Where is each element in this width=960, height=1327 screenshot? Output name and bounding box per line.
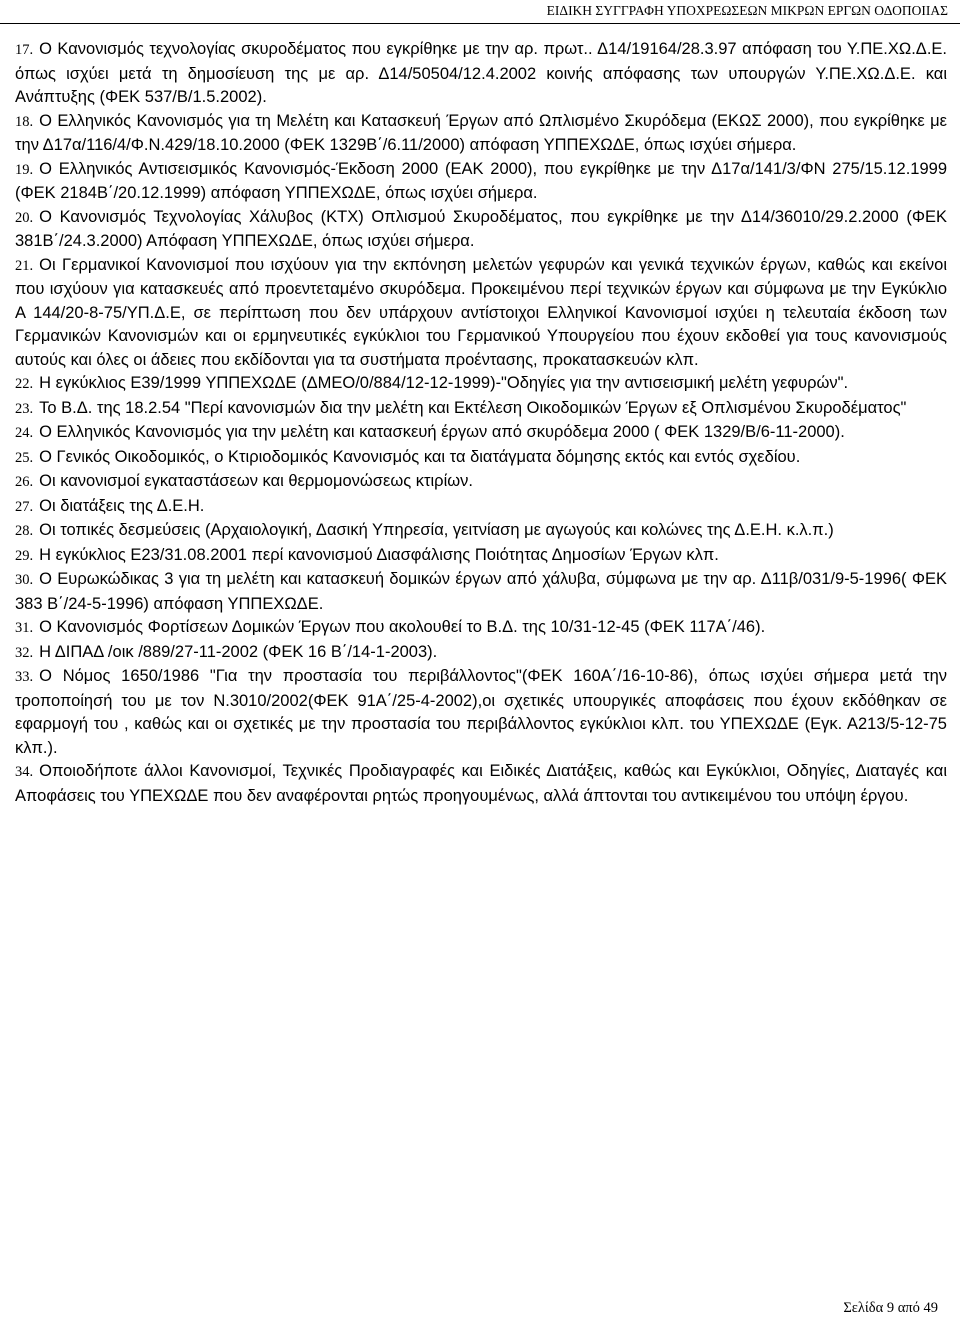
item-number: 26. — [15, 474, 34, 490]
list-item — [15, 158, 947, 206]
item-number: 27. — [15, 498, 34, 515]
list-item — [15, 568, 947, 616]
item-text: Οι διατάξεις της Δ.Ε.Η. — [39, 496, 205, 515]
item-number: 20. — [15, 209, 34, 226]
item-text: Ο Ελληνικός Αντισεισμικός Κανονισμός-Έκδοση 2000 (ΕΑΚ 2000), που εγκρίθηκε με την Δ17α/141/3/ΦΝ 275/15.12.1999 (ΦΕΚ 2184Β΄/20.12.1999) απόφαση ΥΠΠΕΧΩΔΕ, όπως ισχύει σήμερα. — [15, 159, 947, 202]
item-number: 34. — [15, 764, 34, 780]
item-text: Ο Νόμος 1650/1986 "Για την προστασία του περιβάλλοντος"(ΦΕΚ 160Α΄/16-10-86), όπως ισχύει σήμερα μετά την τροποποίησή του με τον Ν.3010/2002(ΦΕΚ 91Α΄/25-4-2002),οι σχετικές υπουργικές αποφάσεις που έχουν εκδόθηκαν σε εφαρμογή του , καθώς και οι σχετικές με την προστασία του περιβάλλοντος εγκύκλιοι κλπ. του ΥΠΕΧΩΔΕ (Εγκ. Α213/5-12-75 κλπ.). — [15, 667, 947, 757]
item-text: Ο Ευρωκώδικας 3 για τη μελέτη και κατασκευή δομικών έργων από χάλυβα, σύμφωνα με την αρ. Δ11β/031/9-5-1996( ΦΕΚ 383 Β΄/24-5-1996) απόφαση ΥΠΠΕΧΩΔΕ. — [15, 570, 947, 613]
header-rule — [0, 23, 960, 24]
list-item — [15, 544, 947, 569]
item-number: 33. — [15, 669, 34, 685]
list-item — [15, 641, 947, 666]
item-text: Οι Γερμανικοί Κανονισμοί που ισχύουν για την εκπόνηση μελετών γεφυρών και γενικά τεχνικών έργων, καθώς και εκείνοι που ισχύουν για κατασκευές από προεντεταμένο σκυρόδεμα. Προκειμένου περί τεχνικών έργων και σύμφωνα με την Εγκύκλιο Α 144/20-8-75/ΥΠ.Δ.Ε, σε περίπτωση που δεν υπάρχουν αντίστοιχοι Ελληνικοί Κανονισμοί ισχύει η τελευταία έκδοση των Γερμανικών Κανονισμών και οι ερμηνευτικές εγκύκλιοι του Γερμανικού Υπουργείου που έχουν εκδοθεί για τους κανονισμούς αυτούς και όλες οι άδειες που εκδίδονται για τα συστήματα προέντασης, προκατασκευών κλπ. — [15, 255, 947, 369]
list-item — [15, 470, 947, 495]
item-text: Ο Ελληνικός Κανονισμός για την μελέτη και κατασκευή έργων από σκυρόδεμα 2000 ( ΦΕΚ 1329/Β/6-11-2000). — [39, 423, 845, 441]
item-text: Ο Κανονισμός τεχνολογίας σκυροδέματος που εγκρίθηκε με την αρ. πρωτ.. Δ14/19164/28.3.97 απόφαση του Υ.ΠΕ.ΧΩ.Δ.Ε. όπως ισχύει μετά τη δημοσίευση της με αρ. Δ14/50504/12.4.2002 κοινής απόφασης των υπουργών Υ.ΠΕ.ΧΩ.Δ.Ε. και Ανάπτυξης (ΦΕΚ 537/Β/1.5.2002). — [15, 40, 947, 106]
item-text: Οι κανονισμοί εγκαταστάσεων και θερμομονώσεως κτιρίων. — [39, 472, 473, 490]
list-item — [15, 372, 947, 397]
item-number: 30. — [15, 572, 34, 588]
item-number: 24. — [15, 425, 34, 441]
running-header: ΕΙΔΙΚΗ ΣΥΓΓΡΑΦΗ ΥΠΟΧΡΕΩΣΕΩΝ ΜΙΚΡΩΝ ΕΡΓΩΝ ΟΔΟΠΟΙΙΑΣ — [546, 3, 948, 18]
list-item — [15, 421, 947, 446]
item-text: Ο Κανονισμός Τεχνολογίας Χάλυβος (ΚΤΧ) Οπλισμού Σκυροδέματος, που εγκρίθηκε με την Δ14/36010/29.2.2000 (ΦΕΚ 381Β΄/24.3.2000) Απόφαση ΥΠΠΕΧΩΔΕ, όπως ισχύει σήμερα. — [15, 207, 947, 250]
list-item — [15, 665, 947, 760]
item-text: Η εγκύκλιος Ε39/1999 ΥΠΠΕΧΩΔΕ (ΔΜΕΟ/0/884/12-12-1999)-"Οδηγίες για την αντισεισμική μελέτη γεφυρών". — [39, 374, 849, 392]
item-number: 17. — [15, 42, 34, 58]
item-text: Οποιοδήποτε άλλοι Κανονισμοί, Τεχνικές Προδιαγραφές και Ειδικές Διατάξεις, καθώς και Εγκύκλιοι, Οδηγίες, Διαταγές και Αποφάσεις του ΥΠΕΧΩΔΕ που δεν αναφέρονται ρητώς προηγουμένως, αλλά άπτονται του αντικειμένου του υπόψη έργου. — [15, 762, 947, 805]
list-item — [15, 495, 947, 520]
item-number: 18. — [15, 113, 34, 130]
item-number: 25. — [15, 449, 34, 466]
list-item — [15, 38, 947, 110]
item-number: 23. — [15, 400, 34, 417]
list-item — [15, 446, 947, 471]
item-number: 21. — [15, 257, 34, 274]
item-text: Η εγκύκλιος Ε23/31.08.2001 περί κανονισμού Διασφάλισης Ποιότητας Δημοσίων Έργων κλπ. — [39, 545, 719, 564]
list-item — [15, 397, 947, 422]
item-number: 32. — [15, 644, 34, 661]
item-text: Η ΔΙΠΑΔ /οικ /889/27-11-2002 (ΦΕΚ 16 Β΄/14-1-2003). — [39, 642, 438, 661]
item-text: Ο Ελληνικός Κανονισμός για τη Μελέτη και Κατασκευή Έργων από Ωπλισμένο Σκυρόδεμα (ΕΚΩΣ 2000), που εγκρίθηκε με την Δ17α/116/4/Φ.Ν.429/18.10.2000 (ΦΕΚ 1329Β΄/6.11/2000) απόφαση ΥΠΠΕΧΩΔΕ, όπως ισχύει σήμερα. — [15, 111, 947, 154]
page-number: Σελίδα 9 από 49 — [843, 1300, 938, 1316]
list-item — [15, 254, 947, 373]
list-item — [15, 519, 947, 544]
item-number: 19. — [15, 161, 34, 178]
list-item — [15, 760, 947, 808]
item-number: 29. — [15, 547, 34, 564]
item-number: 31. — [15, 620, 34, 636]
item-number: 28. — [15, 523, 34, 539]
item-text: Ο Γενικός Οικοδομικός, ο Κτιριοδομικός Κανονισμός και τα διατάγματα δόμησης εκτός και εντός σχεδίου. — [39, 447, 801, 466]
list-item — [15, 110, 947, 158]
item-text: Το Β.Δ. της 18.2.54 "Περί κανονισμών δια την μελέτη και Εκτέλεση Οικοδομικών Έργων εξ Οπλισμένου Σκυροδέματος" — [39, 398, 907, 417]
regulations-list — [15, 38, 947, 808]
list-item — [15, 206, 947, 254]
item-text: Ο Κανονισμός Φορτίσεων Δομικών Έργων που ακολουθεί το Β.Δ. της 10/31-12-45 (ΦΕΚ 117Α΄/46). — [39, 618, 766, 636]
item-text: Οι τοπικές δεσμεύσεις (Αρχαιολογική, Δασική Υπηρεσία, γειτνίαση με αγωγούς και κολώνες της Δ.Ε.Η. κ.λ.π.) — [39, 521, 834, 539]
item-number: 22. — [15, 376, 34, 392]
list-item — [15, 616, 947, 641]
